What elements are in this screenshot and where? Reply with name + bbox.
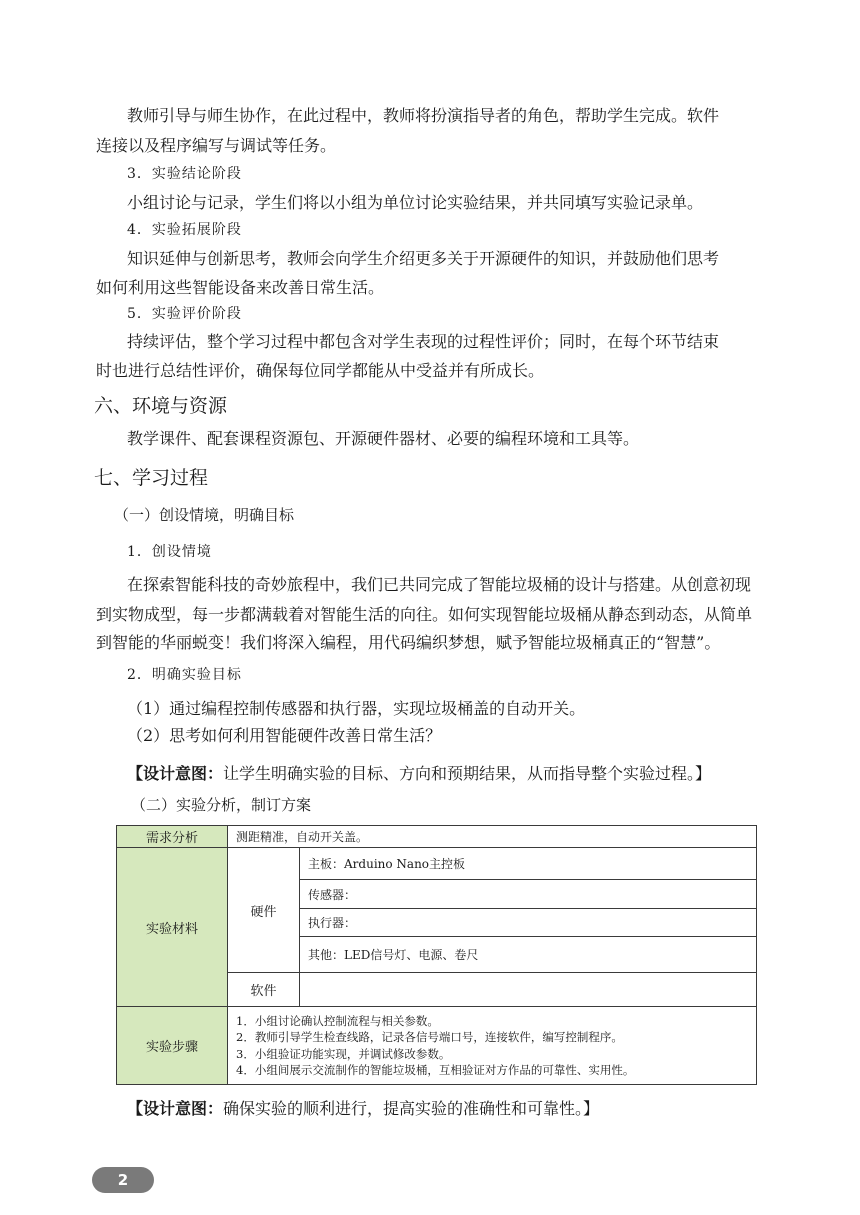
item2-heading: 2．明确实验目标 bbox=[127, 667, 242, 683]
scene-line3: 到智能的华丽蜕变！我们将深入编程，用代码编织梦想，赋予智能垃圾桶真正的“智慧”。 bbox=[96, 633, 721, 652]
sensor-cell: 传感器： bbox=[300, 880, 757, 909]
step-item: 3．小组验证功能实现，并调试修改参数。 bbox=[236, 1046, 451, 1061]
design-intent-2-text: 确保实验的顺利进行，提高实验的准确性和可靠性。】 bbox=[223, 1099, 600, 1118]
step-item: 1．小组讨论确认控制流程与相关参数。 bbox=[236, 1013, 439, 1028]
steps-cell bbox=[228, 1007, 757, 1085]
item1-heading: 1．创设情境 bbox=[127, 544, 212, 560]
paragraph-eval-line1: 持续评估，整个学习过程中都包含对学生表现的过程性评价；同时，在每个环节结束 bbox=[127, 332, 720, 351]
page-number: 2 bbox=[92, 1167, 154, 1193]
hardware-label: 硬件 bbox=[228, 848, 300, 973]
actuator-cell: 执行器： bbox=[300, 909, 757, 937]
demand-label: 需求分析 bbox=[117, 826, 228, 848]
scene-line1: 在探索智能科技的奇妙旅程中，我们已共同完成了智能垃圾桶的设计与搭建。从创意初现 bbox=[127, 575, 752, 594]
paragraph-eval-line2: 时也进行总结性评价，确保每位同学都能从中受益并有所成长。 bbox=[96, 361, 545, 380]
design-intent-1-label: 【设计意图： bbox=[127, 764, 224, 783]
board-cell: 主板：Arduino Nano主控板 bbox=[300, 848, 757, 880]
step-item: 4．小组间展示交流制作的智能垃圾桶，互相验证对方作品的可靠性、实用性。 bbox=[236, 1063, 635, 1077]
subsection1-heading: （一）创设情境，明确目标 bbox=[114, 506, 295, 524]
steps-label: 实验步骤 bbox=[117, 1007, 228, 1085]
paragraph-teacher-guide-line1: 教师引导与师生协作，在此过程中，教师将扮演指导者的角色，帮助学生完成。软件 bbox=[127, 106, 720, 125]
scene-line2: 到实物成型，每一步都满载着对智能生活的向往。如何实现智能垃圾桶从静态到动态，从简单 bbox=[96, 605, 753, 624]
step-item: 2．教师引导学生检查线路，记录各信号端口号，连接软件，编写控制程序。 bbox=[236, 1030, 623, 1044]
other-cell: 其他：LED信号灯、电源、卷尺 bbox=[300, 937, 757, 973]
stage3-heading: 3．实验结论阶段 bbox=[127, 166, 242, 182]
software-label: 软件 bbox=[228, 973, 300, 1007]
paragraph-group-discuss: 小组讨论与记录，学生们将以小组为单位讨论实验结果，并共同填写实验记录单。 bbox=[127, 193, 704, 212]
software-value bbox=[300, 973, 757, 1007]
design-intent-1 bbox=[127, 766, 711, 782]
section6-heading: 六、环境与资源 bbox=[94, 395, 228, 417]
design-intent-2-label: 【设计意图： bbox=[127, 1099, 224, 1118]
stage4-heading: 4．实验拓展阶段 bbox=[127, 222, 242, 238]
design-intent-1-text: 让学生明确实验的目标、方向和预期结果，从而指导整个实验过程。】 bbox=[223, 764, 712, 783]
stage5-heading: 5．实验评价阶段 bbox=[127, 306, 242, 322]
experiment-plan-table bbox=[116, 825, 757, 1085]
design-intent-2 bbox=[127, 1101, 599, 1117]
section7-heading: 七、学习过程 bbox=[94, 467, 209, 489]
materials-label: 实验材料 bbox=[117, 848, 228, 1007]
paragraph-teacher-guide-line2: 连接以及程序编写与调试等任务。 bbox=[96, 136, 337, 155]
paragraph-knowledge-line2: 如何利用这些智能设备来改善日常生活。 bbox=[96, 278, 385, 297]
paragraph-knowledge-line1: 知识延伸与创新思考，教师会向学生介绍更多关于开源硬件的知识，并鼓励他们思考 bbox=[127, 249, 720, 268]
demand-value: 测距精准，自动开关盖。 bbox=[228, 826, 757, 848]
section6-text: 教学课件、配套课程资源包、开源硬件器材、必要的编程环境和工具等。 bbox=[127, 429, 640, 448]
goal2: （2）思考如何利用智能硬件改善日常生活？ bbox=[127, 726, 442, 745]
subsection2-heading: （二）实验分析，制订方案 bbox=[131, 796, 312, 814]
goal1: （1）通过编程控制传感器和执行器，实现垃圾桶盖的自动开关。 bbox=[127, 699, 586, 718]
